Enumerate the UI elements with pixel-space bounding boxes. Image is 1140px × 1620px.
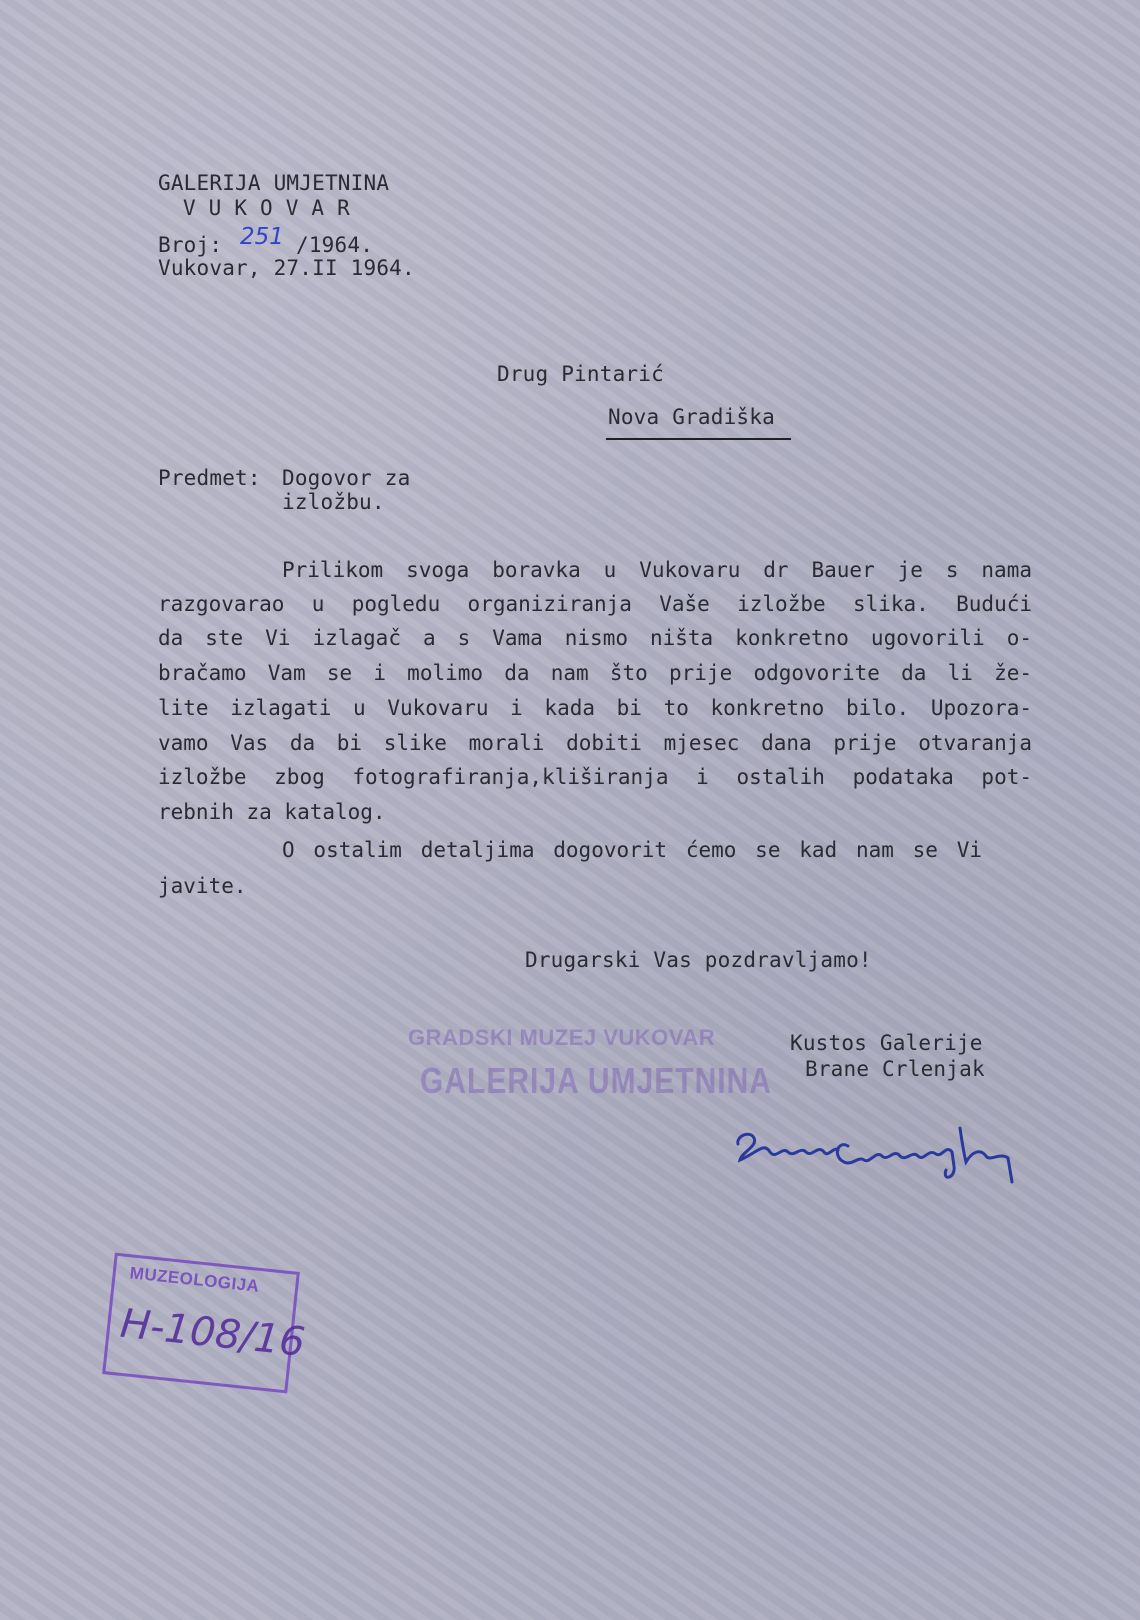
body-line: rebnih za katalog. xyxy=(158,800,386,824)
body-line: O ostalim detaljima dogovorit ćemo se kad nam se Vi xyxy=(282,838,982,862)
closing-greeting: Drugarski Vas pozdravljamo! xyxy=(525,948,872,972)
subject-line-2: izložbu. xyxy=(282,490,385,514)
body-line: da ste Vi izlagač a s Vama nismo ništa konkretno ugovorili o- xyxy=(158,626,1032,650)
org-city: V U K O V A R xyxy=(183,196,350,220)
number-label: Broj: xyxy=(158,233,223,257)
recipient-name: Drug Pintarić xyxy=(497,362,664,386)
handwritten-signature xyxy=(728,1122,1028,1192)
registry-stamp xyxy=(102,1253,308,1394)
recipient-place: Nova Gradiška xyxy=(608,405,775,429)
registry-stamp-number: H-108/16 xyxy=(118,1300,308,1366)
gallery-stamp-line-1: GRADSKI MUZEJ VUKOVAR xyxy=(408,1025,716,1050)
subject-line-1: Dogovor za xyxy=(282,466,411,490)
body-line: vamo Vas da bi slike morali dobiti mjesec dana prije otvaranja xyxy=(158,731,1032,755)
org-name: GALERIJA UMJETNINA xyxy=(158,171,390,195)
place-date: Vukovar, 27.II 1964. xyxy=(158,256,415,280)
body-line: Prilikom svoga boravka u Vukovaru dr Bauer je s nama xyxy=(282,558,1032,582)
handwritten-number: 251 xyxy=(240,224,284,250)
number-year: /1964. xyxy=(296,233,374,257)
body-line: bračamo Vam se i molimo da nam što prije odgovorite da li že- xyxy=(158,661,1032,685)
signatory-title: Kustos Galerije xyxy=(790,1031,983,1055)
subject-label: Predmet: xyxy=(158,466,261,490)
body-line: razgovarao u pogledu organiziranja Vaše izložbe slika. Budući xyxy=(158,592,1032,616)
body-line: izložbe zbog fotografiranja,kliširanja i ostalih podataka pot- xyxy=(158,765,1032,789)
gallery-stamp xyxy=(404,1025,772,1125)
gallery-stamp-line-2: GALERIJA UMJETNINA xyxy=(420,1061,772,1102)
body-line: javite. xyxy=(158,874,247,898)
recipient-underline xyxy=(606,438,791,440)
signatory-name: Brane Crlenjak xyxy=(805,1057,985,1081)
body-line: lite izlagati u Vukovaru i kada bi to konkretno bilo. Upozora- xyxy=(158,696,1032,720)
registry-stamp-label: MUZEOLOGIJA xyxy=(128,1263,261,1296)
